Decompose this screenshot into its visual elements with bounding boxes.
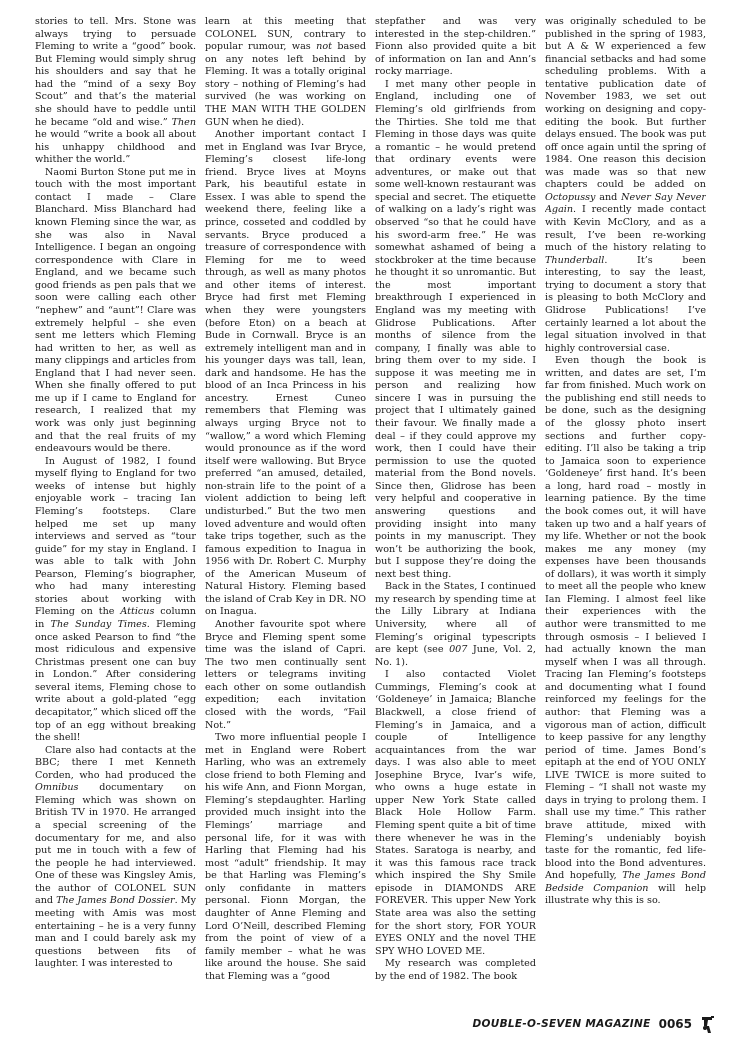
paragraph	[205, 732, 366, 983]
text-run: In August of 1982, I found myself flying to England for two weeks of intense but highly enjoyable work – tracing Ian Fleming’s footsteps. Clare helped me set up many interviews and served as “tour guide” for my stay in England. I was able to talk with John Pearson, Fleming’s biographer, who had many interesting stories about working with Fleming on the	[35, 455, 196, 618]
italic-title: not	[316, 41, 332, 53]
text-run: My research was completed by the end of 1982. The book	[375, 958, 536, 982]
text-run: . Fleming once asked Pearson to find “the most ridiculous and expensive Christmas present one can buy in London.” After considering several items, Fleming chose to write about a gold-plated “egg decapitator,” which sliced off the top of an egg without breaking the shell!	[35, 619, 196, 744]
text-run: Even though the book is written, and dates are set, I’m far from finished. Much work on the publishing end still needs to be done, such as the designing of the glossy photo insert sections and further copy-editing. I’ll also be taking a trip to Jamaica soon to experience ‘Goldeneye’ first hand. It’s been a long, hard road – mostly in learning patience. By the time the book comes out, it will have taken up two and a half years of my life. Whether or not the book makes me any money (my expenses have been thousands of dollars), it was worth it simply to meet all the people who knew Ian Fleming. I almost feel like their experiences with the author were transmitted to me through osmosis – I believed I had actually known the man myself when I was all through. Tracing Ian Fleming’s footsteps and documenting what I found reinforced my feelings for the author: that Fleming was a vigorous man of action, difficult to keep passive for any lengthy period of time. James Bond’s epitaph at the end of YOU ONLY LIVE TWICE is more suited to Fleming – “I shall not waste my days in trying to prolong them. I shall use my time.” This rather brave attitude, mixed with Fleming’s undeniably boyish taste for the romantic, fed life-blood into the Bond adventures. And hopefully,	[545, 355, 706, 882]
paragraph	[375, 669, 536, 958]
gun-silhouette-logo-icon	[700, 1014, 716, 1034]
text-run: stories to tell. Mrs. Stone was always trying to persuade Fleming to write a “good” book. But Fleming would simply shrug his shoulders and say that he had the “mind of a sexy Boy Scout” and that’s the material she should have to peddle until he became “old and wise.”	[35, 16, 196, 128]
text-run: will help illustrate why this is so.	[545, 882, 706, 907]
italic-title: Never Say Never Again	[545, 191, 706, 216]
text-run: Back in the States, I continued my research by spending time at the Lilly Library at Indiana University, where all of Fleming’s original typescripts are kept (see	[375, 581, 536, 656]
column-1	[35, 16, 196, 1000]
text-run: . I recently made contact with Kevin McClory, and as a result, I’ve been re-working much of the history relating to	[545, 204, 706, 254]
paragraph	[545, 355, 706, 908]
page-footer	[0, 1014, 740, 1034]
paragraph	[375, 79, 536, 582]
column-2	[205, 16, 366, 1000]
text-run: . My meeting with Amis was most entertaining – he is a very funny man and I could barely ask my questions between fits of laughter. I was interested to	[35, 895, 196, 970]
paragraph	[35, 745, 196, 971]
italic-title: The Sunday Times	[50, 619, 147, 630]
italic-title: Octopussy	[545, 191, 596, 203]
text-run: Clare also had contacts at the BBC; there I met Kenneth Corden, who had produced the	[35, 744, 196, 781]
italic-title: Atticus	[120, 606, 155, 618]
paragraph	[375, 958, 536, 983]
italic-title: Thunderball	[545, 254, 605, 266]
paragraph	[205, 129, 366, 619]
paragraph	[375, 581, 536, 669]
column-4	[545, 16, 706, 1000]
text-run: he would “write a book all about his unhappy childhood and whither the world.”	[35, 129, 196, 166]
column-3	[375, 16, 536, 1000]
paragraph	[375, 16, 536, 79]
text-run: Another important contact I met in England was Ivar Bryce, Fleming’s closest life-long friend. Bryce lives at Moyns Park, his beautiful estate in Essex. I was able to spend the weekend there, feeling like a prince, cosseted and coddled by servants. Bryce produced a treasure of correspondence with Fleming for me to weed through, as well as many photos and other items of interest. Bryce had first met Fleming when they were youngsters (before Eton) on a beach at Bude in Cornwall. Bryce is an extremely intelligent man and in his younger days was tall, lean, dark and handsome. He has the blood of an Inca Princess in his ancestry. Ernest Cuneo remembers that Fleming was always urging Bryce not to “wallow,” a word which Fleming would pronounce as if the word itself were wallowing. But Bryce preferred “an amused, detailed, non-strain life to the point of a violent addiction to being left undisturbed.” But the two men loved adventure and would often take trips together, such as the famous expedition to Inagua in 1956 with Dr. Robert C. Murphy of the American Museum of Natural History. Fleming based the island of Crab Key in DR. NO on Inagua.	[205, 129, 366, 618]
text-run: column in	[35, 606, 196, 630]
italic-title: The James Bond Dossier	[56, 895, 175, 907]
text-run: Two more influential people I met in England were Robert Harling, who was an extremely close friend to both Fleming and his wife Ann, and Fionn Morgan, Fleming’s stepdaughter. Harling provided much insight into the Flemings’ marriage and personal life, for it was with Harling that Fleming had his most “adult” friendship. It may be that Harling was Fleming’s only confidante in matters personal. Fionn Morgan, the daughter of Anne Fleming and Lord O’Neill, described Fleming from the point of view of a family member – what he was like around the house. She said that Fleming was a “good	[205, 732, 366, 982]
italic-title: 007	[449, 644, 468, 656]
italic-title: Omnibus	[35, 782, 79, 794]
text-run: was originally scheduled to be published in the spring of 1983, but A & W experienced a few financial setbacks and had some scheduling problems. With a tentative publication date of November 1983, we set out working on designing and copy-editing the book. But further delays ensued. The book was put off once again until the spring of 1984. One reason this decision was made was so that new chapters could be added on	[545, 16, 706, 191]
paragraph	[35, 16, 196, 167]
paragraph	[35, 456, 196, 745]
text-run: June, Vol. 2, No. 1).	[375, 644, 536, 668]
text-run: Another favourite spot where Bryce and Fleming spent some time was the island of Capri. The two men continually sent letters or telegrams inviting each other on some outlandish expedition; each invitation closed with the words, “Fail Not.”	[205, 619, 366, 731]
paragraph	[35, 167, 196, 456]
text-run: and	[595, 191, 622, 203]
text-run: based on any notes left behind by Fleming. It was a totally original story – nothing of Fleming’s had survived (he was working on THE MAN WITH THE GOLDEN GUN when he died).	[205, 41, 366, 128]
text-run: . It’s been interesting, to say the least, trying to document a story that is pleasing to both McClory and Glidrose Publications! I’ve certainly learned a lot about the legal situation involved in that highly controversial case.	[545, 254, 706, 354]
paragraph	[205, 619, 366, 732]
italic-title: Then	[171, 116, 196, 128]
text-run: I met many other people in England, including one of Fleming’s old girlfriends from the Thirties. She told me that Fleming in those days was quite a romantic – he would pretend that ordinary events were adventures, or make out that some well-known restaurant was special and secret. The etiquette of walking on a lady’s right was observed “so that he could have his sword-arm free.” He was somewhat ashamed of being a stockbroker at the time because he thought it so unromantic. But the most important breakthrough I experienced in England was my meeting with Glidrose Publications. After months of silence from the company, I finally was able to bring them over to my side. I suppose it was meeting me in person and realizing how sincere I was in pursuing the project that I ultimately gained their favour. We finally made a deal – if they could approve my work, then I could have their permission to use the quoted material from the Bond novels. Since then, Glidrose has been very helpful and cooperative in answering questions and providing insight into many points in my manuscript. They won’t be authorizing the book, but I suppose they’re doing the next best thing.	[375, 78, 536, 580]
article-body	[35, 16, 707, 1000]
page-number: 0065	[658, 1017, 692, 1031]
paragraph	[545, 16, 706, 355]
text-run: I also contacted Violet Cummings, Fleming’s cook at ‘Goldeneye’ in Jamaica; Blanche Blackwell, a close friend of Fleming’s in Jamaica, and a couple of Intelligence acquaintances from the war days. I was also able to meet Josephine Bryce, Ivar’s wife, who owns a huge estate in upper New York State called Black Hole Hollow Farm. Fleming spent quite a bit of time there whenever he was in the States. Saratoga is nearby, and it was this famous race track which inspired the Shy Smile episode in DIAMONDS ARE FOREVER. This upper New York State area was also the setting for the short story, FOR YOUR EYES ONLY and the novel THE SPY WHO LOVED ME.	[375, 669, 536, 957]
text-run: stepfather and was very interested in the step-children.” Fionn also provided quite a bit of information on Ian and Ann’s rocky marriage.	[375, 16, 536, 78]
italic-title: The James Bond Bedside Companion	[545, 870, 706, 894]
text-run: Naomi Burton Stone put me in touch with the most important contact I made – Clare Blanchard. Miss Blanchard had known Fleming since the war, as she was also in Naval Intelligence. I began an ongoing correspondence with Clare in England, and we became such good friends as pen pals that we soon were calling each other “nephew” and “aunt”! Clare was extremely helpful – she even sent me letters which Fleming had written to her, as well as many clippings and articles from England that I had never seen. When she finally offered to put me up if I came to England for research, I realized that my work was only just beginning and that the real fruits of my endeavours would be there.	[35, 166, 196, 455]
text-run: documentary on Fleming which was shown on British TV in 1970. He arranged a special screening of the documentary for me, and also put me in touch with a few of the people he had interviewed. One of these was Kingsley Amis, the author of COLONEL SUN and	[35, 782, 196, 907]
paragraph	[205, 16, 366, 129]
magazine-name: DOUBLE-O-SEVEN MAGAZINE	[472, 1018, 651, 1030]
text-run: learn at this meeting that COLONEL SUN, contrary to popular rumour, was	[205, 16, 366, 53]
